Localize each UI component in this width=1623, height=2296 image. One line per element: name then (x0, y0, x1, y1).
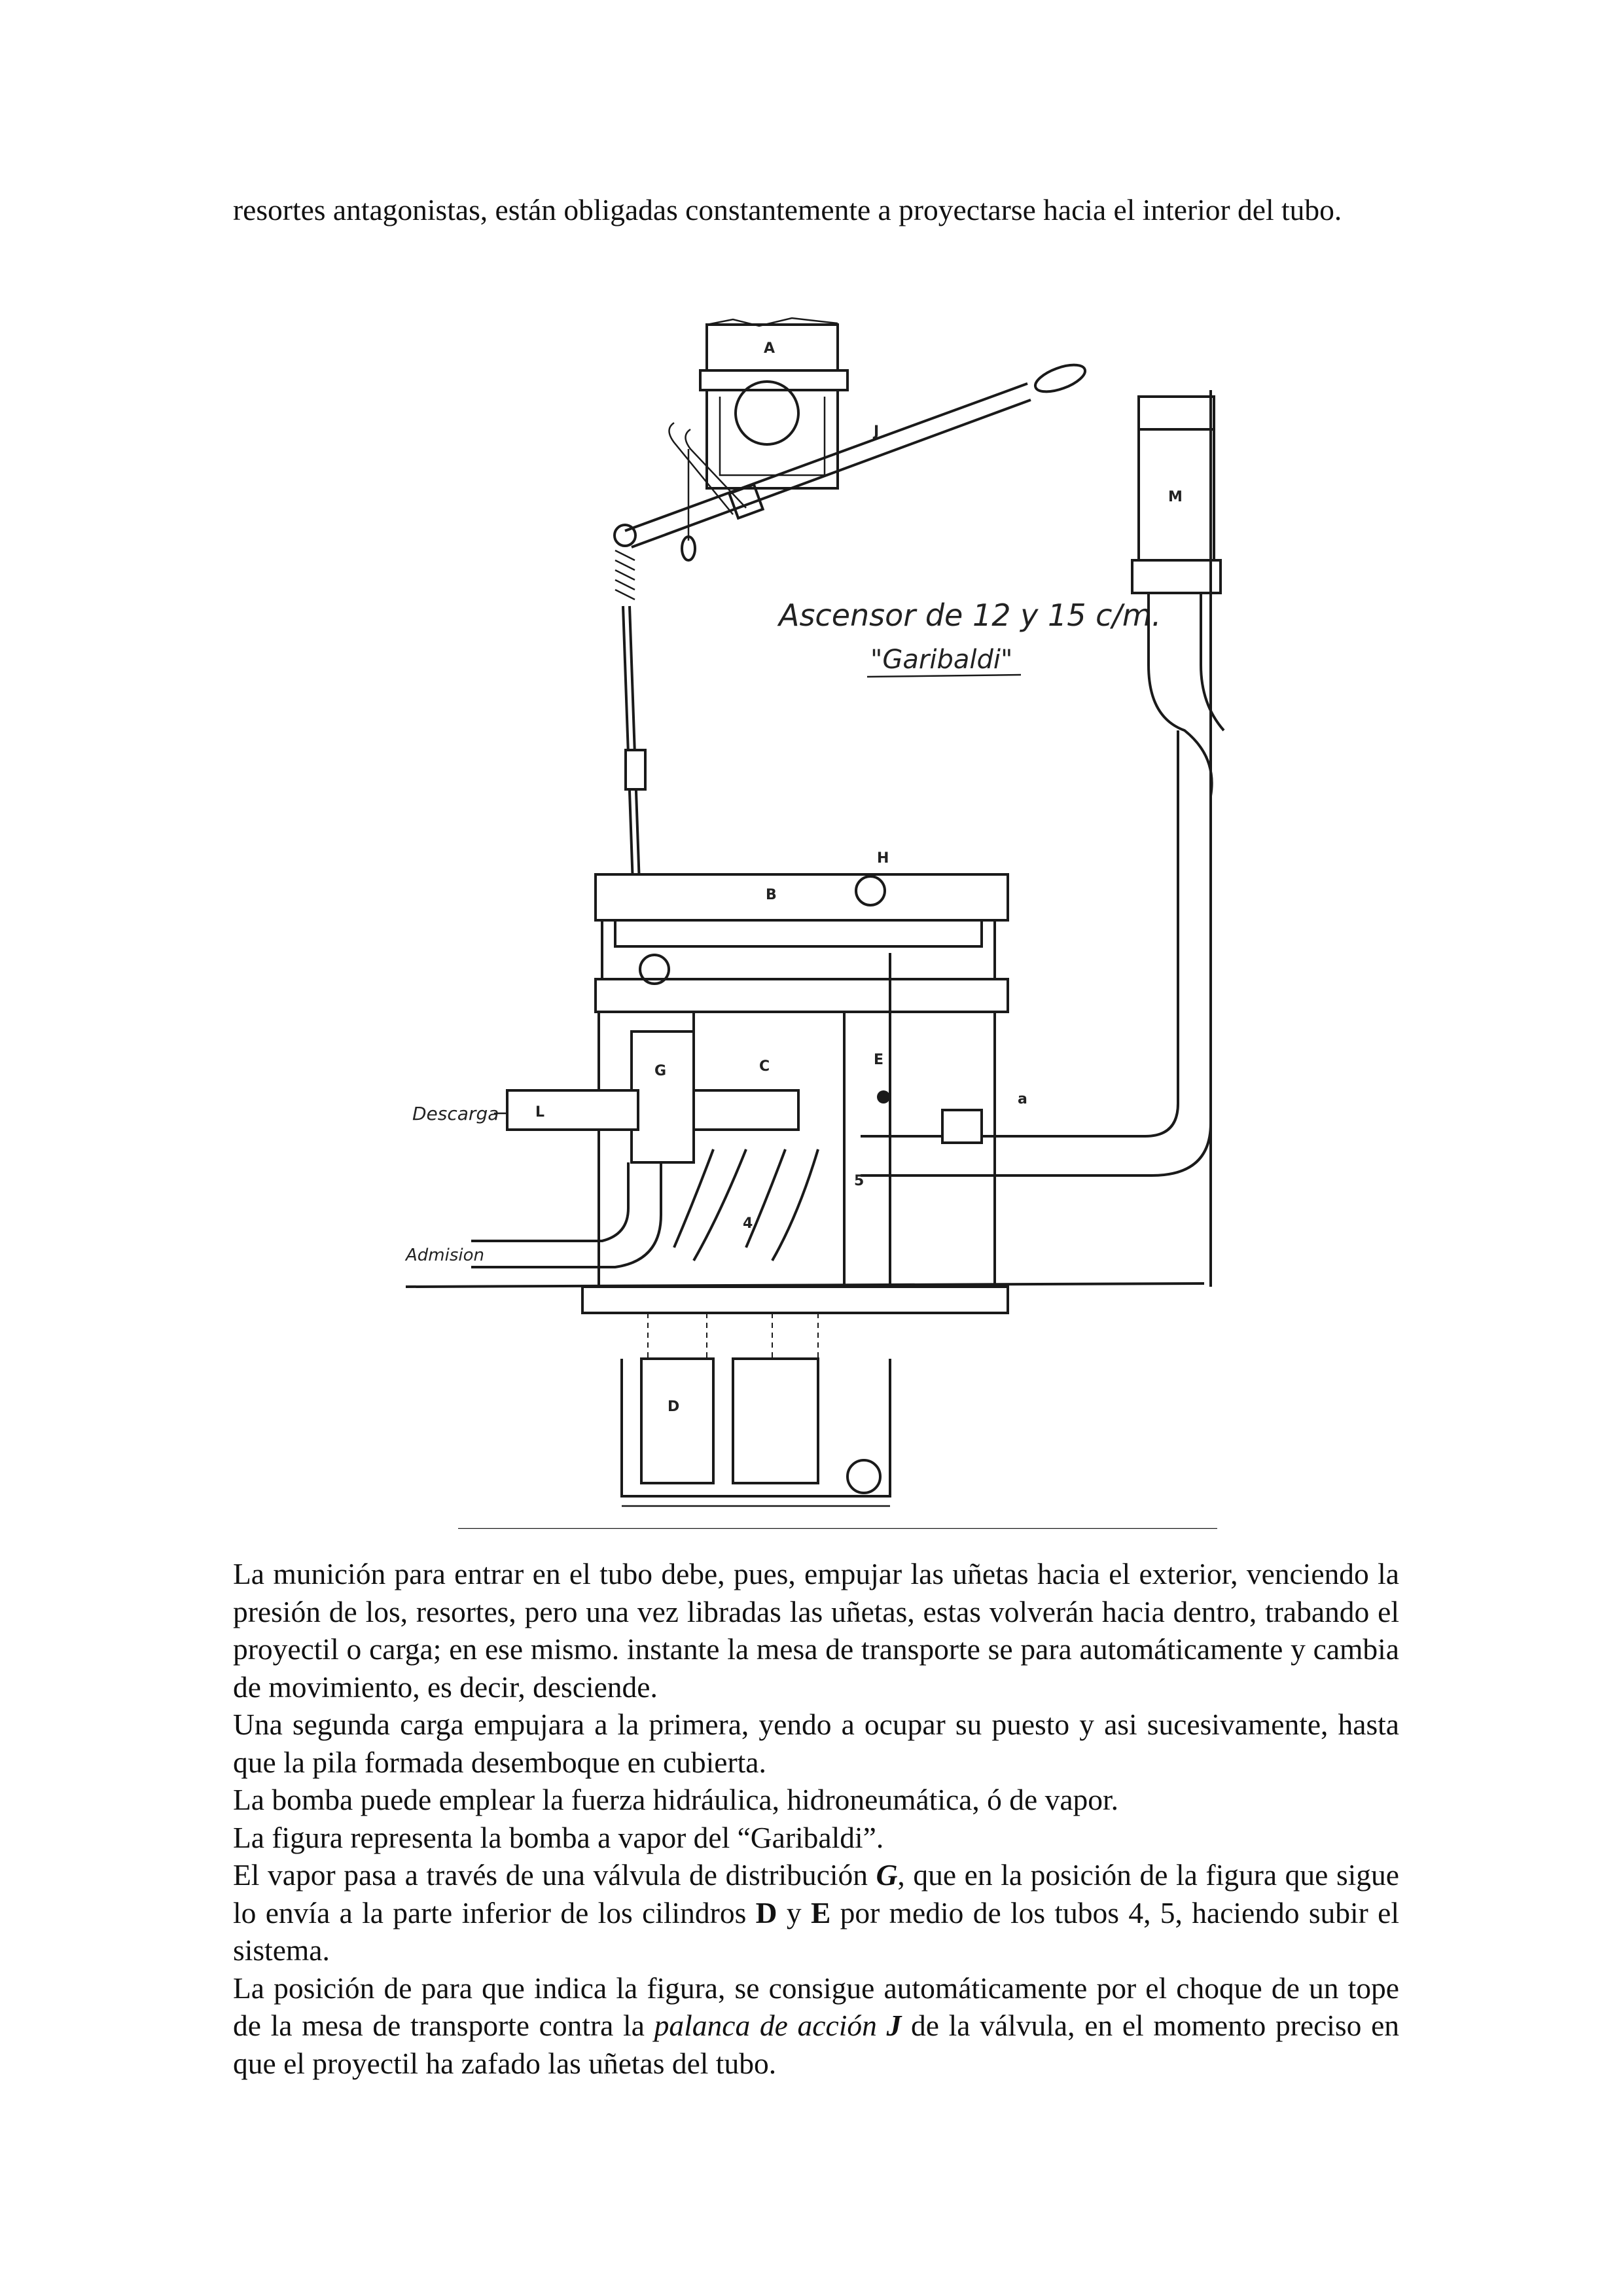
label-e: E (874, 1052, 884, 1068)
emph-e: E (810, 1895, 831, 1929)
elevator-drawing (366, 298, 1270, 1529)
part-b (596, 850, 1008, 1012)
label-4: 4 (743, 1215, 753, 1232)
elevator-figure (366, 298, 1270, 1529)
label-l: L (535, 1104, 545, 1121)
paragraph-6: La posición de para que indica la figura, se consigue automáticamente por el choque de un tope de la mesa de transporte contra la palanca de acción J de la válvula, en el momento preciso en que el proyectil ha zafado las uñetas del tubo. (233, 1971, 1400, 2080)
deck (406, 1283, 1204, 1359)
paragraph-4: La figura representa la bomba a vapor del “Garibaldi”. (233, 1820, 884, 1854)
paragraph-top: resortes antagonistas, están obligadas constantemente a proyectarse hacia el interior del tubo. (233, 193, 1342, 226)
label-h: H (877, 850, 889, 867)
bottom-paragraph-block (233, 1555, 1399, 2082)
caption-line1: Ascensor de 12 y 15 c/m. (779, 598, 1162, 633)
label-descarga: Descarga (412, 1103, 499, 1124)
label-a-small: a (1018, 1091, 1027, 1107)
label-a: A (764, 340, 776, 357)
label-c: C (759, 1058, 770, 1075)
paragraph-5: El vapor pasa a través de una válvula de distribución G, que en la posición de la figura que sigue lo envía a la parte inferior de los cilindros D y E por medio de los tubos 4, 5, haciendo subir el sistema. (233, 1858, 1400, 1967)
top-paragraph-block (233, 191, 1399, 229)
label-m: M (1168, 489, 1183, 505)
label-d: D (668, 1399, 680, 1415)
cylinder-d (622, 1359, 890, 1506)
figure-caption (777, 598, 1161, 677)
emph-d: D (755, 1895, 777, 1929)
label-j: J (874, 423, 880, 440)
emph-lever: palanca de acción (654, 2009, 877, 2042)
label-5: 5 (854, 1173, 865, 1189)
paragraph-1: La munición para entrar en el tubo debe, pues, empujar las uñetas hacia el exterior, venciendo la presión de los, resortes, pero una vez libradas las uñetas, estas volverán hacia dentro, trabando el proyectil o carga; en ese mismo. instante la mesa de transporte se para automáticamente y cambia de movimiento, es decir, desciende. (233, 1557, 1399, 1704)
caption-line2: "Garibaldi" (870, 645, 1013, 675)
lever-j (625, 359, 1088, 560)
label-b: B (766, 887, 777, 903)
label-g: G (654, 1063, 667, 1079)
valve-g (412, 1031, 798, 1162)
emph-j: J (886, 2009, 902, 2042)
paragraph-2: Una segunda carga empujara a la primera, yendo a ocupar su puesto y asi sucesivamente, hasta que la pila formada desemboque en cubierta. (233, 1708, 1399, 1779)
emph-g: G (876, 1858, 898, 1892)
paragraph-3: La bomba puede emplear la fuerza hidráulica, hidroneumática, ó de vapor. (233, 1783, 1119, 1816)
label-admision: Admision (406, 1246, 484, 1265)
part-a (700, 318, 847, 488)
part-m (861, 390, 1224, 1287)
